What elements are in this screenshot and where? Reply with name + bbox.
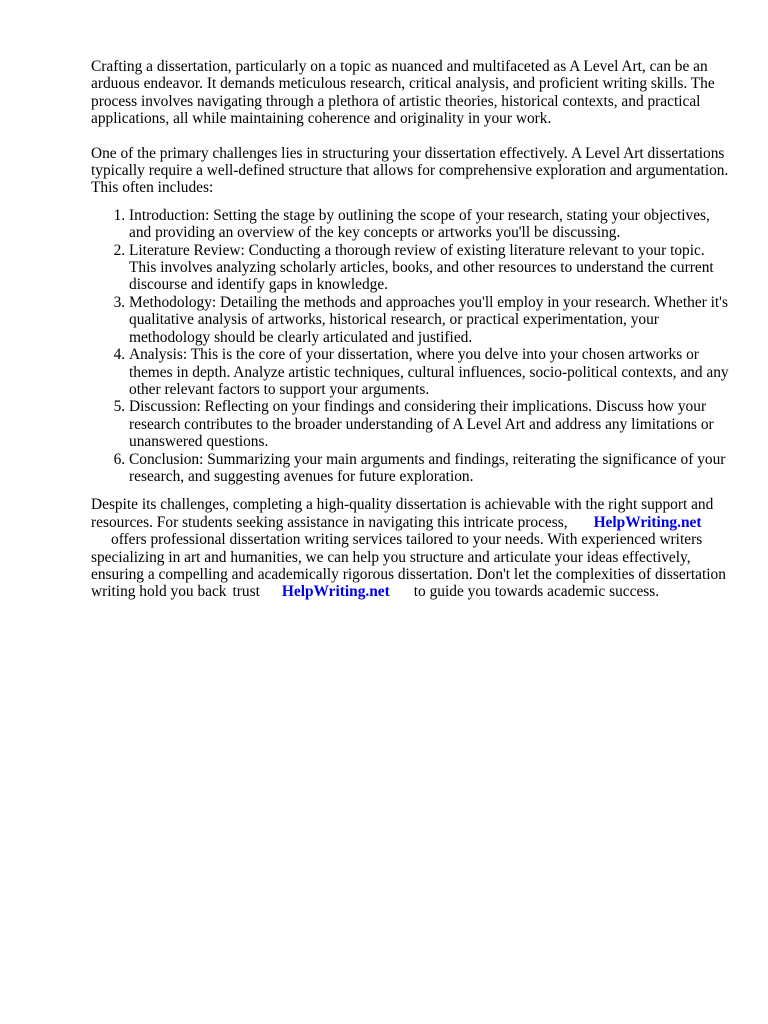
closing-text-part1: Despite its challenges, completing a high-quality dissertation is achievable with the right support and resources. For students seeking assistance in navigating this intricate process, (91, 496, 714, 531)
closing-text-part3: trust (232, 583, 260, 601)
list-item-discussion: 5. Discussion: Reflecting on your findings and considering their implications. Discuss how your research contributes to the broader understanding of A Level Art and address any limitations or unanswered questions. (129, 398, 731, 450)
document-body (91, 58, 731, 601)
intro-paragraph: Crafting a dissertation, particularly on a topic as nuanced and multifaceted as A Level Art, can be an arduous endeavor. It demands meticulous research, critical analysis, and proficient writing skills. The process involves navigating through a plethora of artistic theories, historical contexts, and practical applications, all while maintaining coherence and originality in your work. (91, 58, 715, 128)
helpwriting-link-1[interactable]: HelpWriting.net (593, 513, 702, 531)
list-item-introduction: 1. Introduction: Setting the stage by outlining the scope of your research, stating your objectives, and providing an overview of the key concepts or artworks you'll be discussing. (129, 207, 731, 242)
list-item-literature-review: 2. Literature Review: Conducting a thorough review of existing literature relevant to your topic. This involves analyzing scholarly articles, books, and other resources to understand the current discourse and identify gaps in knowledge. (129, 242, 731, 294)
dissertation-structure-list (91, 207, 731, 486)
list-item-methodology: 3. Methodology: Detailing the methods and approaches you'll employ in your research. Whether it's qualitative analysis of artworks, historical research, or practical experimentation, your methodology should be clearly articulated and justified. (129, 294, 731, 346)
list-item-conclusion: 6. Conclusion: Summarizing your main arguments and findings, reiterating the significance of your research, and suggesting avenues for future exploration. (129, 451, 731, 486)
helpwriting-link-2[interactable]: HelpWriting.net (281, 583, 390, 601)
list-item-analysis: 4. Analysis: This is the core of your dissertation, where you delve into your chosen artworks or themes in depth. Analyze artistic techniques, cultural influences, socio-political contexts, and any other relevant factors to support your arguments. (129, 346, 731, 398)
closing-text-part2: offers professional dissertation writing services tailored to your needs. With experienced writers specializing in art and humanities, we can help you structure and articulate your ideas effectively, ensuring a compelling and academically rigorous dissertation. Don't let the complexities of dissertation writing hold you back (91, 531, 726, 601)
closing-text-part4: to guide you towards academic success. (413, 583, 660, 601)
closing-paragraph (91, 496, 731, 600)
structure-intro-paragraph: One of the primary challenges lies in structuring your dissertation effectively. A Level Art dissertations typically require a well-defined structure that allows for comprehensive exploration and argumentation. This often includes: (91, 144, 729, 197)
